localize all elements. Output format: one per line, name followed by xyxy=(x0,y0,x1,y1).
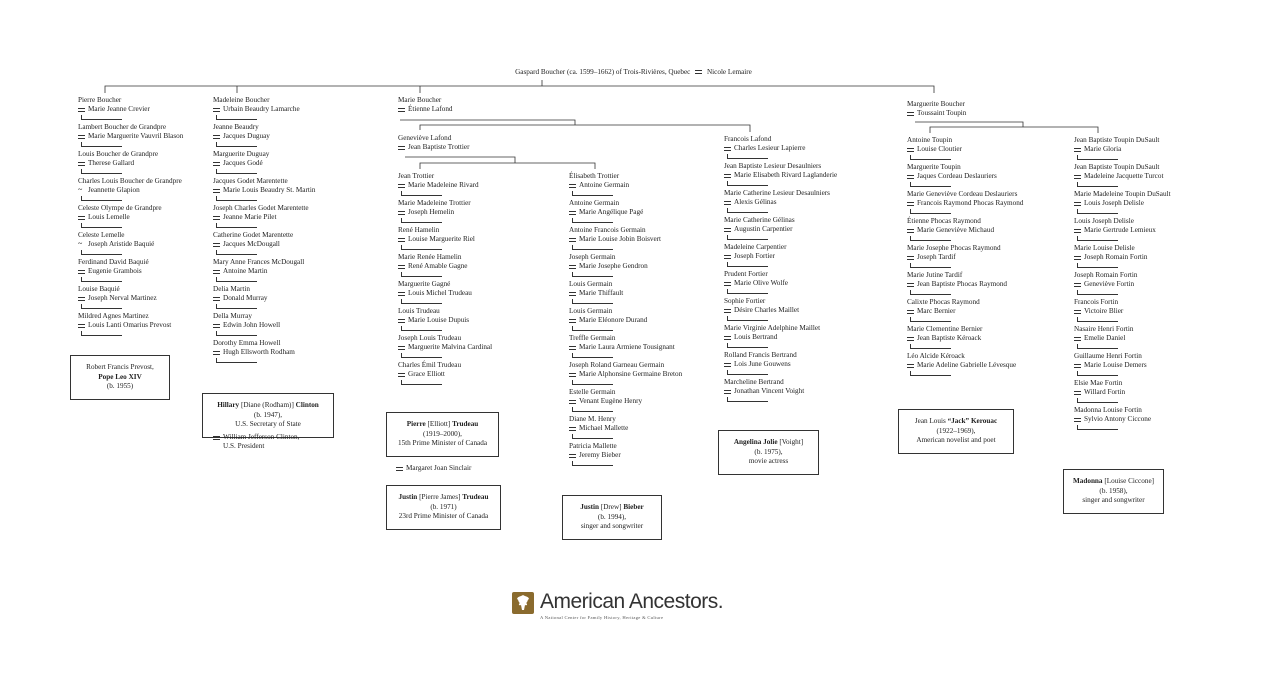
person-name: Marguerite Gagné xyxy=(398,280,451,288)
person-name: Marie Clementine Bernier xyxy=(907,325,983,333)
branch-clinton xyxy=(213,96,315,366)
couple-entry xyxy=(213,177,315,204)
spouse-name: Grace Elliott xyxy=(398,370,492,379)
couple-entry xyxy=(1074,136,1171,163)
couple-entry xyxy=(907,298,1023,325)
spouse-name: Toussaint Toupin xyxy=(907,109,966,118)
spouse-name: Emelie Daniel xyxy=(1074,334,1171,343)
branch-madonna xyxy=(1074,136,1171,433)
person-name: Jean Baptiste Toupin DuSault xyxy=(1074,163,1160,171)
spouse-name: Antoine Martin xyxy=(213,267,315,276)
couple-entry xyxy=(213,96,315,123)
couple-entry xyxy=(569,226,682,253)
spouse-name: Jeremy Bieber xyxy=(569,451,682,460)
branch-marguerite-boucher xyxy=(907,100,966,127)
branch-genevieve-lafond xyxy=(398,134,470,161)
card-note: movie actress xyxy=(748,457,789,465)
couple-entry xyxy=(569,388,682,415)
person-name: Marie Renée Hamelin xyxy=(398,253,462,261)
branch-kerouac xyxy=(907,136,1023,379)
couple-entry xyxy=(213,231,315,258)
person-name: Celeste Olympe de Grandpre xyxy=(78,204,162,212)
clinton-spouse xyxy=(213,433,299,451)
person-name: Mildred Agnes Martinez xyxy=(78,312,149,320)
card-name-line: Robert Francis Prevost, xyxy=(86,363,154,371)
person-name: Marie Virginie Adelphine Maillet xyxy=(724,324,821,332)
spouse-name: Jeanne Marie Pilet xyxy=(213,213,315,222)
card-note: American novelist and poet xyxy=(916,436,996,444)
spouse-name: Marie Adeline Gabrielle Lévesque xyxy=(907,361,1023,370)
branch-marie-boucher xyxy=(398,96,453,123)
person-name: Rolland Francis Bertrand xyxy=(724,351,797,359)
couple-entry xyxy=(213,285,315,312)
card-title: Pope Leo XIV xyxy=(98,372,142,381)
couple-entry xyxy=(78,96,183,123)
person-name: Guillaume Henri Fortin xyxy=(1074,352,1142,360)
person-name: René Hamelin xyxy=(398,226,440,234)
spouse-name: Marie Geneviève Michaud xyxy=(907,226,1023,235)
card-middle-name: [Drew] xyxy=(599,503,624,511)
couple-entry xyxy=(1074,190,1171,217)
spouse-name: ~ Jeannette Glapion xyxy=(78,186,183,195)
person-name: Louis Boucher de Grandpre xyxy=(78,150,159,158)
person-name: Treffle Germain xyxy=(569,334,616,342)
couple-entry xyxy=(398,334,492,361)
spouse-name: Marc Bernier xyxy=(907,307,1023,316)
couple-entry xyxy=(569,442,682,469)
person-name: Marie Catherine Gélinas xyxy=(724,216,795,224)
person-name: Élisabeth Trottier xyxy=(569,172,620,180)
spouse-name: Michael Mallette xyxy=(569,424,682,433)
person-name: Jean Baptiste Lesieur Desaulniers xyxy=(724,162,822,170)
card-dates: (b. 1975), xyxy=(754,447,783,456)
spouse-name: Marie Alphonsine Germaine Breton xyxy=(569,370,682,379)
person-name: Jean Trottier xyxy=(398,172,435,180)
spouse-name: Joseph Nerval Martinez xyxy=(78,294,183,303)
spouse-name: Louis Michel Trudeau xyxy=(398,289,492,298)
card-surname: Clinton xyxy=(295,401,319,409)
couple-entry xyxy=(569,199,682,226)
card-dates: (b. 1971) xyxy=(430,502,457,511)
spouse-name: Marie Elisabeth Rivard Laglanderie xyxy=(724,171,837,180)
person-name: Marguerite Boucher xyxy=(907,100,965,108)
couple-entry xyxy=(1074,217,1171,244)
card-dates: (b. 1955) xyxy=(106,382,134,390)
spouse-name: Alexis Gélinas xyxy=(724,198,837,207)
person-name: Madeleine Boucher xyxy=(213,96,270,104)
couple-entry xyxy=(398,361,492,388)
couple-entry xyxy=(1074,271,1171,298)
logo-subtitle: A National Center for Family History, Heritage & Culture xyxy=(540,615,664,620)
spouse-name: Marie Angélique Pagé xyxy=(569,208,682,217)
couple-entry xyxy=(724,351,837,378)
person-name: Marcheline Bertrand xyxy=(724,378,784,386)
person-name: Marguerite Duguay xyxy=(213,150,270,158)
person-name: Madonna Louise Fortin xyxy=(1074,406,1142,414)
person-name: Elsie Mae Fortin xyxy=(1074,379,1123,387)
card-surname: Trudeau xyxy=(452,420,479,428)
person-name: Mary Anne Frances McDougall xyxy=(213,258,305,266)
spouse-name: Marie Louise Jobin Boisvert xyxy=(569,235,682,244)
person-name: Louis Trudeau xyxy=(398,307,440,315)
spouse-name: Marie Marguerite Vauvril Blason xyxy=(78,132,183,141)
couple-entry xyxy=(724,189,837,216)
person-name: Ferdinand David Baquié xyxy=(78,258,149,266)
couple-entry xyxy=(1074,352,1171,379)
card-hillary-clinton xyxy=(202,393,334,438)
couple-entry xyxy=(398,96,453,123)
couple-entry xyxy=(724,297,837,324)
couple-entry xyxy=(907,217,1023,244)
spouse-name: Antoine Germain xyxy=(569,181,682,190)
spouse-name: Venant Eugène Henry xyxy=(569,397,682,406)
person-name: Marie Catherine Lesieur Desaulniers xyxy=(724,189,830,197)
card-first-name: Madonna xyxy=(1072,477,1103,485)
person-name: Nasaire Henri Fortin xyxy=(1074,325,1134,333)
couple-entry xyxy=(213,339,315,366)
branch-trudeau xyxy=(398,172,492,388)
card-surname: “Jack” Kerouac xyxy=(947,417,998,425)
couple-entry xyxy=(724,135,837,162)
spouse-name: Désire Charles Maillet xyxy=(724,306,837,315)
spouse-name: Marie Eléonore Durand xyxy=(569,316,682,325)
person-name: Francois Lafond xyxy=(724,135,772,143)
spouse-name: Joseph Tardif xyxy=(907,253,1023,262)
card-angelina-jolie xyxy=(718,430,819,475)
spouse-name: René Amable Gagne xyxy=(398,262,492,271)
spouse-name: Willard Fortin xyxy=(1074,388,1171,397)
spouse-name: Marie Olive Wolfe xyxy=(724,279,837,288)
spouse-name: Jacques Godé xyxy=(213,159,315,168)
spouse-name: Marie Josephe Gendron xyxy=(569,262,682,271)
spouse-name: Lois June Gouwens xyxy=(724,360,837,369)
couple-entry xyxy=(1074,244,1171,271)
branch-bieber xyxy=(569,172,682,469)
couple-entry xyxy=(78,258,183,285)
card-first-name: Justin xyxy=(398,493,418,501)
spouse-name: Charles Lesieur Lapierre xyxy=(724,144,837,153)
card-middle-name: [Pierre James] xyxy=(417,493,463,501)
couple-entry xyxy=(398,307,492,334)
spouse-name: Marie Jeanne Crevier xyxy=(78,105,183,114)
spouse-name: Hugh Ellsworth Rodham xyxy=(213,348,315,357)
couple-entry xyxy=(569,253,682,280)
spouse-name: ~ Joseph Aristide Baquié xyxy=(78,240,183,249)
card-pope-leo xyxy=(70,355,170,400)
spouse-name: Jacques Duguay xyxy=(213,132,315,141)
spouse-name: Donald Murray xyxy=(213,294,315,303)
couple-entry xyxy=(1074,379,1171,406)
person-name: Prudent Fortier xyxy=(724,270,768,278)
couple-entry xyxy=(78,204,183,231)
couple-entry xyxy=(907,271,1023,298)
card-jack-kerouac xyxy=(898,409,1014,454)
couple-entry xyxy=(724,243,837,270)
trudeau-spouse xyxy=(396,464,471,473)
couple-entry xyxy=(724,270,837,297)
spouse-name: Urbain Beaudry Lamarche xyxy=(213,105,315,114)
couple-entry xyxy=(569,361,682,388)
spouse-name: Francois Raymond Phocas Raymond xyxy=(907,199,1023,208)
couple-entry xyxy=(569,334,682,361)
person-name: Charles Louis Boucher de Grandpre xyxy=(78,177,182,185)
spouse-name: Jacques McDougall xyxy=(213,240,315,249)
card-note: 23rd Prime Minister of Canada xyxy=(398,512,489,520)
card-note: U.S. Secretary of State xyxy=(235,420,301,428)
spouse-name: Louise Cloutier xyxy=(907,145,1023,154)
couple-entry xyxy=(213,258,315,285)
couple-entry xyxy=(213,204,315,231)
person-name: Louis Germain xyxy=(569,307,613,315)
card-first-name: Pierre xyxy=(406,420,426,428)
couple-entry xyxy=(724,324,837,351)
person-name: Joseph Louis Trudeau xyxy=(398,334,462,342)
card-dates: (b. 1958), xyxy=(1099,486,1128,495)
spouse-name: Jaques Cordeau Deslauriers xyxy=(907,172,1023,181)
card-first-name: Jean Louis xyxy=(914,417,948,425)
person-name: Catherine Godet Marentette xyxy=(213,231,294,239)
spouse-name: Eugenie Grambois xyxy=(78,267,183,276)
couple-entry xyxy=(724,378,837,405)
spouse-note: U.S. President xyxy=(223,442,265,450)
couple-entry xyxy=(398,253,492,280)
couple-entry xyxy=(907,100,966,127)
spouse-name: Louis Bertrand xyxy=(724,333,837,342)
person-name: Marie Boucher xyxy=(398,96,442,104)
couple-entry xyxy=(907,190,1023,217)
couple-entry xyxy=(398,226,492,253)
person-name: Léo Alcide Kéroack xyxy=(907,352,965,360)
couple-entry xyxy=(78,285,183,312)
spouse-name: Étienne Lafond xyxy=(398,105,453,114)
person-name: Calixte Phocas Raymond xyxy=(907,298,980,306)
spouse-name: Jean Baptiste Phocas Raymond xyxy=(907,280,1023,289)
person-name: Patricia Mallette xyxy=(569,442,617,450)
couple-entry xyxy=(398,280,492,307)
spouse-name: Jonathan Vincent Voight xyxy=(724,387,837,396)
couple-entry xyxy=(907,352,1023,379)
couple-entry xyxy=(1074,406,1171,433)
person-name: Estelle Germain xyxy=(569,388,616,396)
branch-jolie xyxy=(724,135,837,405)
couple-entry xyxy=(213,123,315,150)
couple-entry xyxy=(398,172,492,199)
couple-entry xyxy=(1074,325,1171,352)
spouse-name: Joseph Fortier xyxy=(724,252,837,261)
spouse-name: Louis Joseph Delisle xyxy=(1074,199,1171,208)
card-note: singer and songwriter xyxy=(580,522,644,530)
person-name: Dorothy Emma Howell xyxy=(213,339,281,347)
person-name: Jeanne Beaudry xyxy=(213,123,259,131)
card-note: 15th Prime Minister of Canada xyxy=(397,439,488,447)
spouse-name: Marie Louis Beaudry St. Martin xyxy=(213,186,315,195)
card-first-name: Justin xyxy=(580,503,600,511)
spouse-name: Louis Lemelle xyxy=(78,213,183,222)
couple-entry xyxy=(398,199,492,226)
spouse-name: Margaret Joan Sinclair xyxy=(396,464,471,473)
spouse-name: Therese Gallard xyxy=(78,159,183,168)
card-middle-name: [Voight] xyxy=(777,438,804,446)
couple-entry xyxy=(213,150,315,177)
couple-entry xyxy=(569,280,682,307)
card-middle-name: [Diane (Rodham)] xyxy=(239,401,296,409)
spouse-name: Marguerite Malvina Cardinal xyxy=(398,343,492,352)
card-middle-name: [Elliott] xyxy=(425,420,453,428)
spouse-name: Edwin John Howell xyxy=(213,321,315,330)
spouse-name: William Jefferson Clinton, xyxy=(213,433,299,442)
american-ancestors-logo xyxy=(512,590,722,626)
progenitor: Gaspard Boucher (ca. 1599–1662) of Trois-Rivières, Quebec xyxy=(515,68,691,76)
person-name: Joseph Roland Garneau Germain xyxy=(569,361,665,369)
couple-entry xyxy=(724,216,837,243)
person-name: Charles Émil Trudeau xyxy=(398,361,462,369)
person-name: Marguerite Toupin xyxy=(907,163,961,171)
person-name: Sophie Fortier xyxy=(724,297,766,305)
couple-entry xyxy=(1074,163,1171,190)
spouse-name: Marie Louise Demers xyxy=(1074,361,1171,370)
person-name: Antoine Toupin xyxy=(907,136,953,144)
card-dates: (1922–1969), xyxy=(936,426,976,435)
person-name: Louis Joseph Delisle xyxy=(1074,217,1134,225)
couple-entry xyxy=(907,325,1023,352)
spouse-name: Louis Lanti Omarius Prevost xyxy=(78,321,183,330)
person-name: Celeste Lemelle xyxy=(78,231,125,239)
branch-pope xyxy=(78,96,183,339)
person-name: Joseph Romain Fortin xyxy=(1074,271,1138,279)
couple-entry xyxy=(569,415,682,442)
person-name: Étienne Phocas Raymond xyxy=(907,217,981,225)
person-name: Marie Madeleine Trottier xyxy=(398,199,471,207)
card-first-name: Hillary xyxy=(217,401,240,409)
couple-entry xyxy=(907,163,1023,190)
couple-entry xyxy=(398,134,470,161)
couple-entry xyxy=(907,244,1023,271)
card-dates: (b. 1947), xyxy=(253,410,283,419)
person-name: Madeleine Carpentier xyxy=(724,243,787,251)
couple-entry xyxy=(78,312,183,339)
connector-root xyxy=(105,80,934,93)
couple-entry xyxy=(569,307,682,334)
oak-leaf-icon xyxy=(512,592,534,614)
person-name: Marie Geneviève Cordeau Deslauriers xyxy=(907,190,1018,198)
card-surname: Trudeau xyxy=(462,493,489,501)
couple-entry xyxy=(78,150,183,177)
spouse-name: Joseph Romain Fortin xyxy=(1074,253,1171,262)
card-justin-trudeau xyxy=(386,485,501,530)
person-name: Della Murray xyxy=(213,312,252,320)
card-first-name: Angelina Jolie xyxy=(733,438,778,446)
person-name: Francois Fortin xyxy=(1074,298,1119,306)
couple-entry xyxy=(569,172,682,199)
card-dates: (b. 1994), xyxy=(597,512,627,521)
spouse-name: Marie Gloria xyxy=(1074,145,1171,154)
person-name: Jacques Godet Marentette xyxy=(213,177,288,185)
spouse-name: Madeleine Jacquette Turcot xyxy=(1074,172,1171,181)
spouse-name: Marie Laura Armiene Tousignant xyxy=(569,343,682,352)
tree-root xyxy=(0,68,1267,76)
progenitor-spouse: Nicole Lemaire xyxy=(706,68,752,76)
person-name: Louise Baquié xyxy=(78,285,120,293)
spouse-name: Marie Louise Dupuis xyxy=(398,316,492,325)
logo-title: American Ancestors. xyxy=(540,590,724,613)
spouse-name: Joseph Hemelin xyxy=(398,208,492,217)
person-name: Marie Josephe Phocas Raymond xyxy=(907,244,1001,252)
couple-entry xyxy=(213,312,315,339)
card-surname: Bieber xyxy=(623,503,644,511)
spouse-name: Jean Baptiste Trottier xyxy=(398,143,470,152)
person-name: Louis Germain xyxy=(569,280,613,288)
person-name: Antoine Germain xyxy=(569,199,620,207)
spouse-name: Sylvio Antony Ciccone xyxy=(1074,415,1171,424)
spouse-name: Marie Madeleine Rivard xyxy=(398,181,492,190)
spouse-name: Victoire Blier xyxy=(1074,307,1171,316)
person-name: Pierre Boucher xyxy=(78,96,122,104)
card-note: singer and songwriter xyxy=(1082,496,1145,504)
spouse-name: Augustin Carpentier xyxy=(724,225,837,234)
card-middle-name: [Louise Ciccone] xyxy=(1102,477,1155,485)
person-name: Jean Baptiste Toupin DuSault xyxy=(1074,136,1160,144)
couple-entry xyxy=(78,123,183,150)
couple-entry xyxy=(724,162,837,189)
person-name: Antoine Francois Germain xyxy=(569,226,646,234)
couple-entry xyxy=(1074,298,1171,325)
spouse-name: Jean Baptiste Kéroack xyxy=(907,334,1023,343)
spouse-name: Marie Gertrude Lemieux xyxy=(1074,226,1171,235)
card-pierre-trudeau xyxy=(386,412,499,457)
person-name: Marie Jutine Tardif xyxy=(907,271,963,279)
card-justin-bieber xyxy=(562,495,662,540)
card-dates: (1919–2000), xyxy=(423,429,462,438)
couple-entry xyxy=(907,136,1023,163)
person-name: Diane M. Henry xyxy=(569,415,616,423)
spouse-name: Louise Marguerite Riel xyxy=(398,235,492,244)
person-name: Delia Martin xyxy=(213,285,250,293)
couple-entry xyxy=(78,231,183,258)
person-name: Joseph Charles Godet Marentette xyxy=(213,204,309,212)
card-madonna xyxy=(1063,469,1164,514)
person-name: Joseph Germain xyxy=(569,253,616,261)
person-name: Marie Louise Delisle xyxy=(1074,244,1135,252)
person-name: Lambert Boucher de Grandpre xyxy=(78,123,167,131)
spouse-name: Geneviève Fortin xyxy=(1074,280,1171,289)
person-name: Marie Madeleine Toupin DuSault xyxy=(1074,190,1171,198)
spouse-name: Marie Thiffault xyxy=(569,289,682,298)
couple-entry xyxy=(78,177,183,204)
person-name: Geneviève Lafond xyxy=(398,134,452,142)
